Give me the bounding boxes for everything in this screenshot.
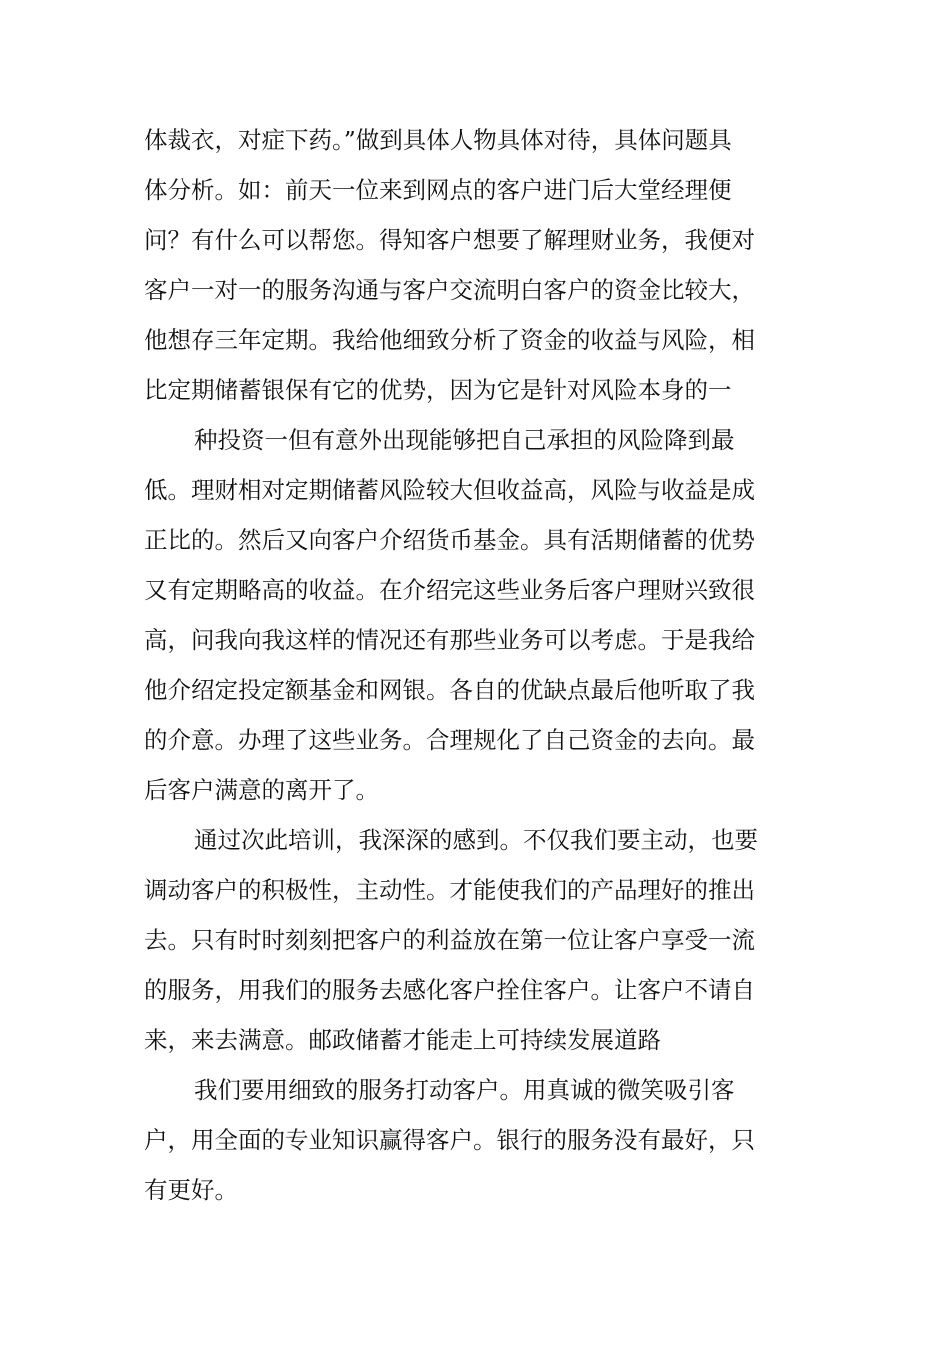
text-line: 他介绍定投定额基金和网银。各自的优缺点最后他听取了我	[144, 676, 755, 704]
text-line: 正比的。然后又向客户介绍货币基金。具有活期储蓄的优势	[144, 526, 755, 554]
paragraph-first-line: 我们要用细致的服务打动客户。用真诚的微笑吸引客	[194, 1076, 735, 1104]
text-line: 体分析。如：前天一位来到网点的客户进门后大堂经理便	[144, 176, 732, 204]
text-line: 的介意。办理了这些业务。合理规化了自己资金的去向。最	[144, 726, 755, 754]
text-line: 后客户满意的离开了。	[144, 776, 379, 804]
paragraph-first-line: 种投资一但有意外出现能够把自己承担的风险降到最	[194, 426, 735, 454]
text-line: 的服务，用我们的服务去感化客户拴住客户。让客户不请自	[144, 976, 755, 1004]
text-line: 有更好。	[144, 1176, 238, 1204]
text-line: 高，问我向我这样的情况还有那些业务可以考虑。于是我给	[144, 626, 755, 654]
text-line: 调动客户的积极性，主动性。才能使我们的产品理好的推出	[144, 876, 755, 904]
paragraph-first-line: 通过次此培训，我深深的感到。不仅我们要主动，也要	[194, 826, 758, 854]
text-line: 体裁衣，对症下药。”做到具体人物具体对待，具体问题具	[144, 126, 732, 154]
text-line: 低。理财相对定期储蓄风险较大但收益高，风险与收益是成	[144, 476, 755, 504]
text-line: 户，用全面的专业知识赢得客户。银行的服务没有最好，只	[144, 1126, 755, 1154]
text-line: 又有定期略高的收益。在介绍完这些业务后客户理财兴致很	[144, 576, 755, 604]
text-line: 他想存三年定期。我给他细致分析了资金的收益与风险，相	[144, 326, 755, 354]
text-line: 来，来去满意。邮政储蓄才能走上可持续发展道路	[144, 1026, 661, 1054]
text-line: 客户一对一的服务沟通与客户交流明白客户的资金比较大，	[144, 276, 755, 304]
text-line: 问？有什么可以帮您。得知客户想要了解理财业务，我便对	[144, 226, 755, 254]
text-line: 去。只有时时刻刻把客户的利益放在第一位让客户享受一流	[144, 926, 755, 954]
text-line: 比定期储蓄银保有它的优势，因为它是针对风险本身的一	[144, 376, 732, 404]
